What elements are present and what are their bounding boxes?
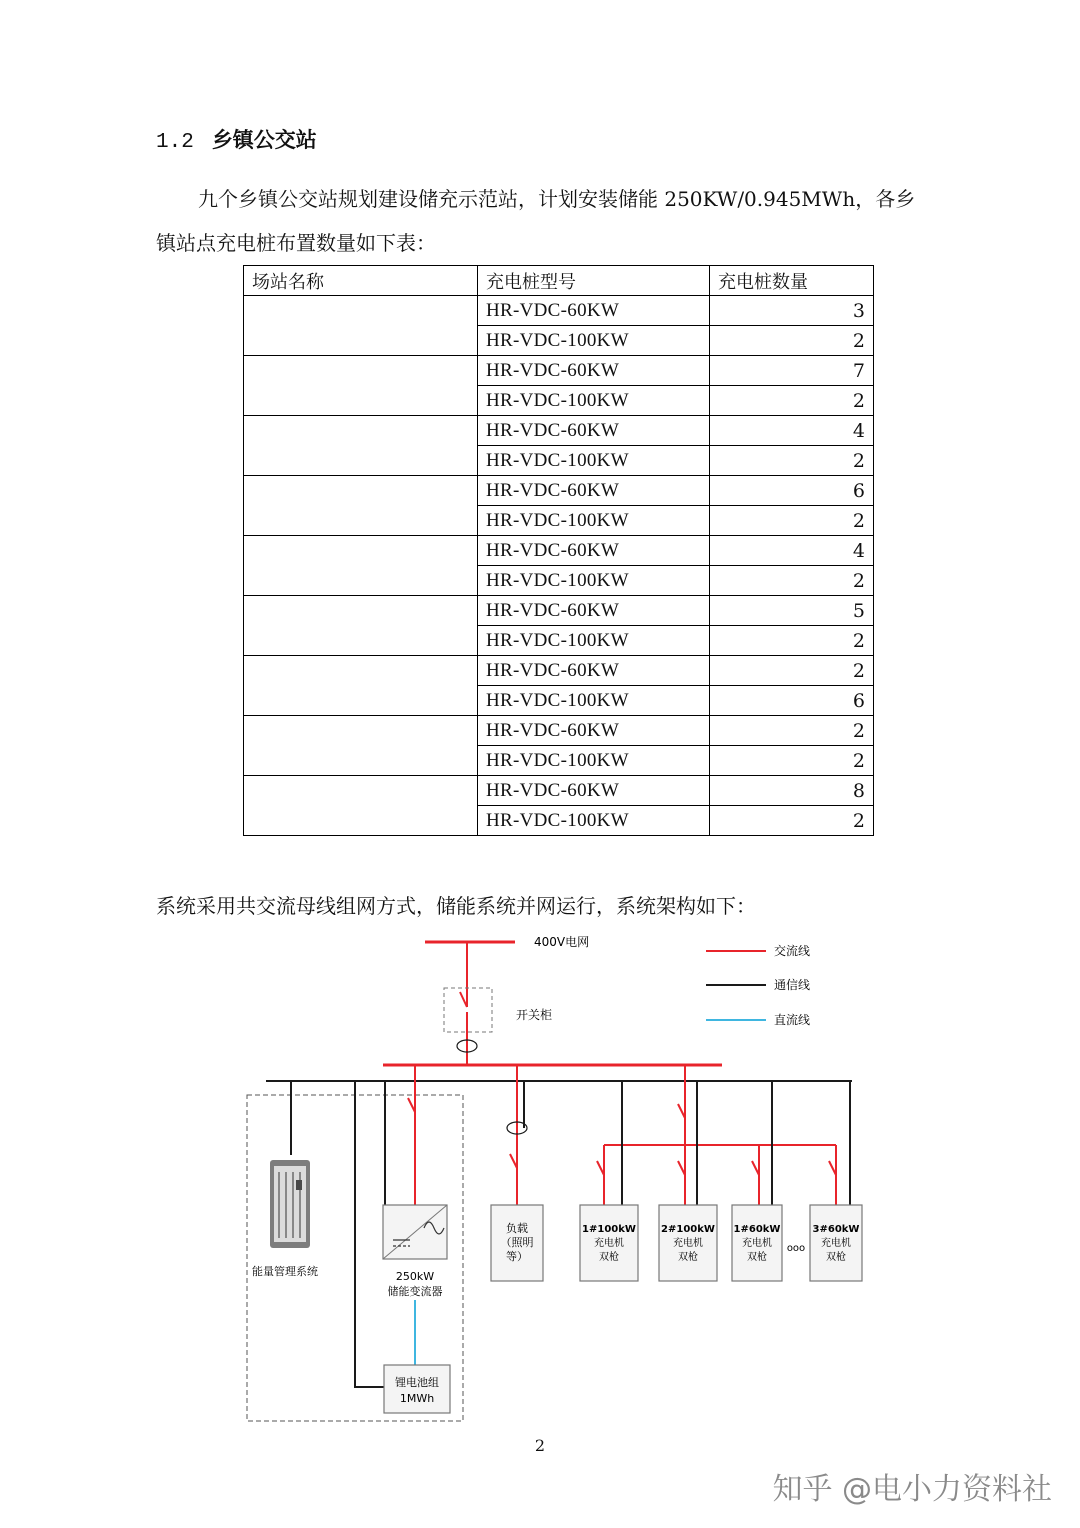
charger-count-cell: 6 (710, 686, 874, 716)
charger4-switch (829, 1161, 836, 1175)
charger-count-cell: 2 (710, 566, 874, 596)
charger-model-cell: HR-VDC-100KW (478, 326, 710, 356)
header-charger-count: 充电桩数量 (710, 266, 874, 296)
station-name-cell (244, 476, 478, 536)
charger-count-cell: 5 (710, 596, 874, 626)
intro-paragraph-line2: 镇站点充电桩布置数量如下表： (156, 231, 436, 255)
table-row (244, 596, 874, 626)
charger-model-cell: HR-VDC-100KW (478, 446, 710, 476)
charger-feeder-switch (678, 1104, 685, 1118)
charger1-label-line2: 充电机 (594, 1238, 624, 1249)
battery-box (384, 1365, 450, 1413)
page-number: 2 (534, 1436, 546, 1455)
charger1-label-line1: 1#100kW (582, 1224, 636, 1235)
station-name-cell (244, 296, 478, 356)
charger2-label-line1: 2#100kW (661, 1224, 715, 1235)
charger-count-cell: 4 (710, 416, 874, 446)
table-row (244, 536, 874, 566)
legend-comm-label: 通信线 (774, 978, 811, 992)
charger2-label-line3: 双枪 (678, 1252, 698, 1263)
charger-count-cell: 2 (710, 326, 874, 356)
station-name-cell (244, 356, 478, 416)
charger-count-cell: 2 (710, 506, 874, 536)
charger-count-cell: 4 (710, 536, 874, 566)
battery-comm-line (355, 1081, 384, 1387)
pcs-inverter-icon (383, 1205, 447, 1259)
load-switch (510, 1154, 517, 1168)
charger-model-cell: HR-VDC-100KW (478, 806, 710, 836)
table-row (244, 476, 874, 506)
charger3-label-line1: 1#60kW (733, 1224, 781, 1235)
station-name-cell (244, 656, 478, 716)
charger-model-cell: HR-VDC-100KW (478, 566, 710, 596)
charger-model-cell: HR-VDC-100KW (478, 746, 710, 776)
pcs-switch (408, 1098, 415, 1112)
charger2-switch (678, 1161, 685, 1175)
charger-count-cell: 8 (710, 776, 874, 806)
load-label-line1: 负载 (506, 1222, 528, 1235)
charger-ellipsis: ooo (786, 1243, 806, 1254)
charger-model-cell: HR-VDC-60KW (478, 416, 710, 446)
station-name-cell (244, 596, 478, 656)
section-title: 乡镇公交站 (211, 128, 317, 152)
charger-model-cell: HR-VDC-60KW (478, 356, 710, 386)
table-row (244, 656, 874, 686)
charger-model-cell: HR-VDC-60KW (478, 776, 710, 806)
charger-model-cell: HR-VDC-60KW (478, 476, 710, 506)
charger1-switch (597, 1161, 604, 1175)
system-architecture-diagram (0, 920, 1080, 1430)
charger1-label-line3: 双枪 (599, 1252, 619, 1263)
charger-model-cell: HR-VDC-60KW (478, 596, 710, 626)
table-header-row (244, 266, 874, 296)
charger-count-cell: 2 (710, 626, 874, 656)
charger-model-cell: HR-VDC-60KW (478, 536, 710, 566)
charger-count-cell: 6 (710, 476, 874, 506)
ems-cabinet-icon (270, 1160, 310, 1248)
station-name-cell (244, 716, 478, 776)
charger-count-cell: 2 (710, 386, 874, 416)
charger-count-cell: 3 (710, 296, 874, 326)
charger-model-cell: HR-VDC-100KW (478, 506, 710, 536)
charger4-label-line3: 双枪 (826, 1252, 846, 1263)
load-label-line3: 等） (506, 1250, 528, 1263)
station-name-cell (244, 536, 478, 596)
charger-model-cell: HR-VDC-100KW (478, 686, 710, 716)
section-number: 1.2 (156, 131, 194, 154)
switch-cabinet-label: 开关柜 (516, 1008, 553, 1022)
cabinet-switch (460, 992, 467, 1007)
grid-label: 400V电网 (534, 935, 590, 949)
battery-label-line1: 锂电池组 (395, 1376, 439, 1389)
charger-count-cell: 2 (710, 746, 874, 776)
charger3-label-line2: 充电机 (742, 1238, 772, 1249)
header-charger-model: 充电桩型号 (478, 266, 710, 296)
charger3-label-line3: 双枪 (747, 1252, 767, 1263)
table-row (244, 296, 874, 326)
charger-count-cell: 2 (710, 806, 874, 836)
legend-ac-label: 交流线 (774, 944, 811, 958)
charger-model-cell: HR-VDC-100KW (478, 626, 710, 656)
station-name-cell (244, 776, 478, 836)
legend-dc-label: 直流线 (774, 1013, 811, 1027)
charger4-label-line2: 充电机 (821, 1238, 851, 1249)
table-body (244, 296, 874, 836)
system-paragraph: 系统采用共交流母线组网方式，储能系统并网运行，系统架构如下： (156, 894, 756, 918)
charger-count-cell: 2 (710, 716, 874, 746)
charger2-label-line2: 充电机 (673, 1238, 703, 1249)
station-name-cell (244, 416, 478, 476)
charger-table (243, 265, 874, 836)
charger3-switch (752, 1161, 759, 1175)
charger-model-cell: HR-VDC-60KW (478, 296, 710, 326)
battery-label-line2: 1MWh (399, 1392, 435, 1405)
intro-paragraph-line1: 九个乡镇公交站规划建设储充示范站，计划安装储能 250KW/0.945MWh，各乡 (198, 187, 916, 211)
load-label-line2: （照明 (500, 1236, 534, 1249)
charger-count-cell: 2 (710, 656, 874, 686)
charger-model-cell: HR-VDC-60KW (478, 716, 710, 746)
pcs-label-line2: 储能变流器 (387, 1285, 443, 1298)
charger-count-cell: 7 (710, 356, 874, 386)
table-row (244, 416, 874, 446)
charger-model-cell: HR-VDC-60KW (478, 656, 710, 686)
charger-count-cell: 2 (710, 446, 874, 476)
charger4-label-line1: 3#60kW (812, 1224, 860, 1235)
table-row (244, 776, 874, 806)
watermark: 知乎 @电小力资料社 (772, 1472, 1052, 1507)
header-station-name: 场站名称 (244, 266, 478, 296)
ems-label: 能量管理系统 (252, 1265, 318, 1278)
table-row (244, 716, 874, 746)
pcs-label-line1: 250kW (395, 1270, 435, 1283)
charger-model-cell: HR-VDC-100KW (478, 386, 710, 416)
section-heading (156, 124, 317, 154)
table-row (244, 356, 874, 386)
